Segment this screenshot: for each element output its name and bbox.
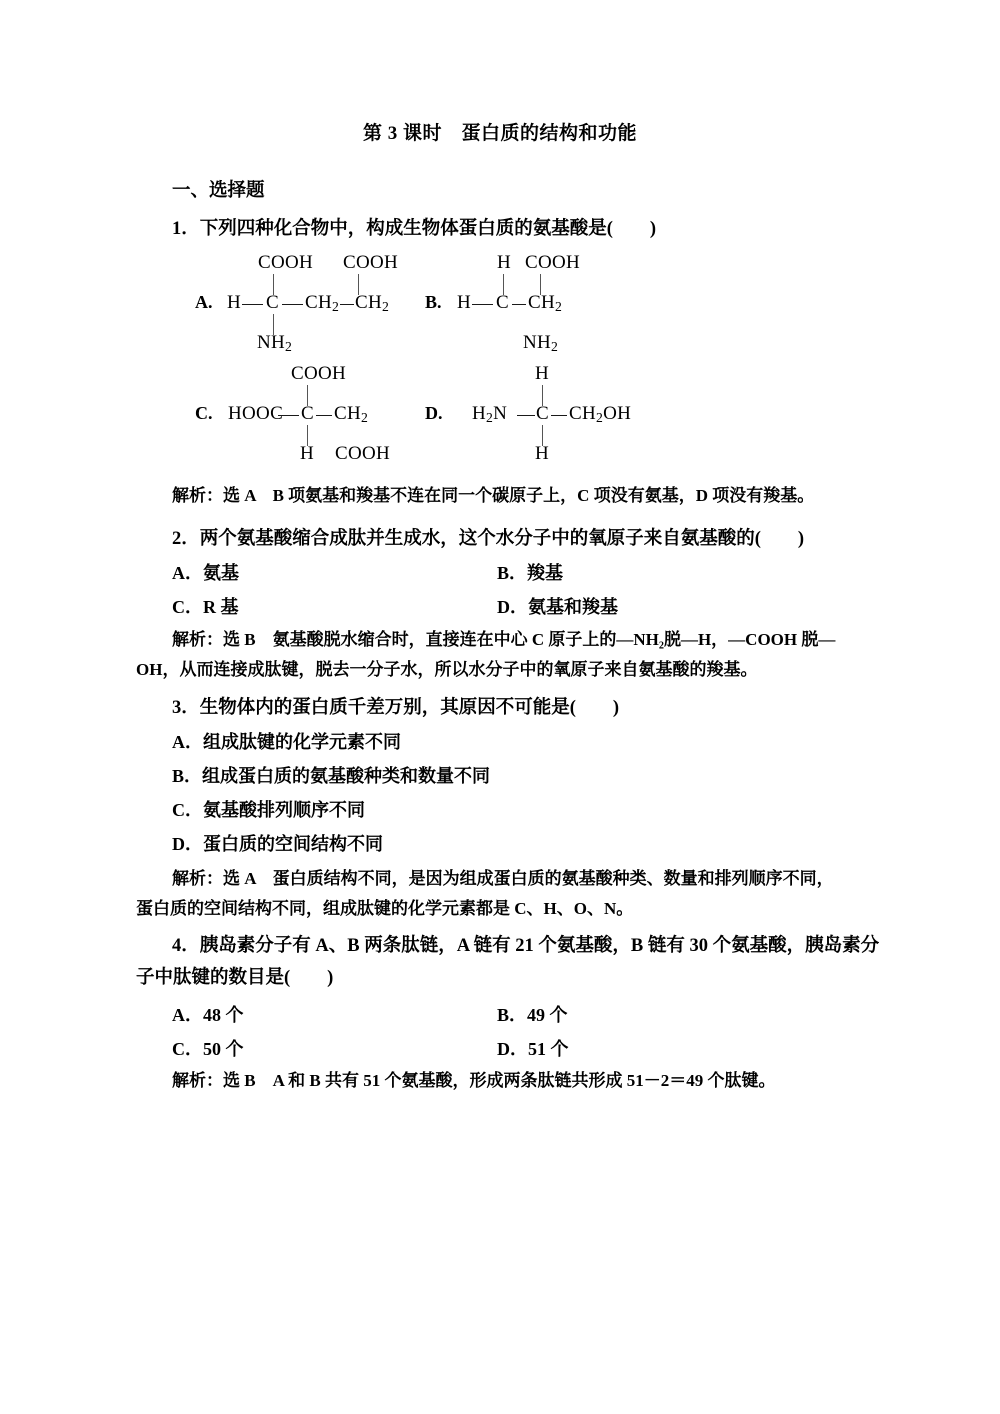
structure-d-left-group: $H_2N$ — [472, 403, 508, 425]
question-3-analysis-line-1: 解析：选 A 蛋白质结构不同，是因为组成蛋白质的氨基酸种类、数量和排列顺序不同， — [172, 869, 834, 888]
question-2-stem: 2．两个氨基酸缩合成肽并生成水，这个水分子中的氧原子来自氨基酸的( ) — [172, 529, 805, 549]
question-4-stem-line-2: 子中肽键的数目是( ) — [136, 968, 334, 988]
structure-b-top-right-group: COOH — [525, 252, 581, 273]
structure-b-center-atom: C — [496, 292, 509, 313]
bond-horizontal — [282, 304, 303, 305]
question-3-option-d[interactable]: D．蛋白质的空间结构不同 — [172, 834, 383, 854]
structure-option-b — [425, 252, 625, 357]
bond-horizontal — [316, 415, 332, 416]
question-3-option-b[interactable]: B．组成蛋白质的氨基酸种类和数量不同 — [172, 766, 491, 786]
bond-horizontal — [512, 304, 526, 305]
structure-b-bottom-group: $NH_2$ — [523, 332, 559, 354]
structure-d-right-group: $CH_2OH$ — [569, 403, 632, 425]
structure-option-d — [425, 363, 655, 468]
section-heading: 一、选择题 — [172, 181, 265, 201]
structure-c-right-atom: $CH_2$ — [334, 403, 369, 425]
question-2-option-a[interactable]: A．氨基 — [172, 563, 239, 583]
structure-a-top-right-group: COOH — [343, 252, 399, 273]
question-4-option-c[interactable]: C．50 个 — [172, 1039, 244, 1059]
question-2-analysis-line-1: 解析：选 B 氨基酸脱水缩合时，直接连在中心 C 原子上的—NH₂脱—H，—COOH 脱— — [172, 630, 836, 649]
page-title: 第 3 课时 蛋白质的结构和功能 — [362, 123, 637, 144]
structure-b-left-atom: H — [457, 292, 472, 313]
structure-d-bottom-atom: H — [535, 443, 550, 464]
structure-d-center-atom: C — [536, 403, 549, 424]
question-4-option-b[interactable]: B．49 个 — [497, 1005, 568, 1025]
structure-c-left-group: HOOC — [228, 403, 284, 424]
bond-horizontal — [242, 304, 263, 305]
question-2-option-b[interactable]: B．羧基 — [497, 563, 564, 583]
structure-a-left-atom: H — [227, 292, 242, 313]
structure-option-a — [195, 252, 425, 357]
question-1-stem: 1．下列四种化合物中，构成生物体蛋白质的氨基酸是( ) — [172, 219, 657, 239]
structure-c-bottom-right-group: COOH — [335, 443, 391, 464]
structure-a-center-atom: C — [266, 292, 279, 313]
bond-horizontal — [517, 415, 535, 416]
structure-c-center-atom: C — [301, 403, 314, 424]
question-2-option-c[interactable]: C．R 基 — [172, 597, 239, 617]
question-4-stem-line-1: 4．胰岛素分子有 A、B 两条肽链，A 链有 21 个氨基酸，B 链有 30 个氨基酸，胰岛素分 — [172, 936, 880, 956]
structure-a-mid-atom: $CH_2$ — [305, 292, 340, 314]
structure-d-label: D. — [425, 403, 443, 423]
structure-option-c — [195, 363, 425, 468]
structure-d-top-atom: H — [535, 363, 550, 384]
question-4-option-a[interactable]: A．48 个 — [172, 1005, 244, 1025]
structure-b-top-left-atom: H — [497, 252, 512, 273]
structure-b-label: B. — [425, 292, 442, 312]
bond-horizontal — [340, 304, 354, 305]
question-3-analysis-line-2: 蛋白质的空间结构不同，组成肽键的化学元素都是 C、H、O、N。 — [136, 899, 634, 918]
question-1-analysis: 解析：选 A B 项氨基和羧基不连在同一个碳原子上，C 项没有氨基，D 项没有羧基。 — [172, 486, 815, 505]
structure-a-bottom-group: $NH_2$ — [257, 332, 293, 354]
structure-b-right-atom: $CH_2$ — [528, 292, 563, 314]
question-3-option-a[interactable]: A．组成肽键的化学元素不同 — [172, 732, 401, 752]
bond-horizontal — [472, 304, 493, 305]
bond-horizontal — [278, 415, 299, 416]
bond-horizontal — [551, 415, 567, 416]
question-3-stem: 3．生物体内的蛋白质千差万别，其原因不可能是( ) — [172, 698, 620, 718]
structure-c-top-group: COOH — [291, 363, 347, 384]
structure-a-top-left-group: COOH — [258, 252, 314, 273]
question-3-option-c[interactable]: C．氨基酸排列顺序不同 — [172, 800, 365, 820]
structure-c-bottom-atom: H — [300, 443, 315, 464]
structure-a-right-atom: $CH_2$ — [355, 292, 390, 314]
question-2-option-d[interactable]: D．氨基和羧基 — [497, 597, 618, 617]
structure-c-label: C. — [195, 403, 213, 423]
question-4-option-d[interactable]: D．51 个 — [497, 1039, 569, 1059]
structure-a-label: A. — [195, 292, 213, 312]
question-2-analysis-line-2: OH，从而连接成肽键，脱去一分子水，所以水分子中的氧原子来自氨基酸的羧基。 — [136, 660, 758, 679]
question-4-analysis: 解析：选 B A 和 B 共有 51 个氨基酸，形成两条肽链共形成 51－2＝49 个肽键。 — [172, 1071, 776, 1090]
